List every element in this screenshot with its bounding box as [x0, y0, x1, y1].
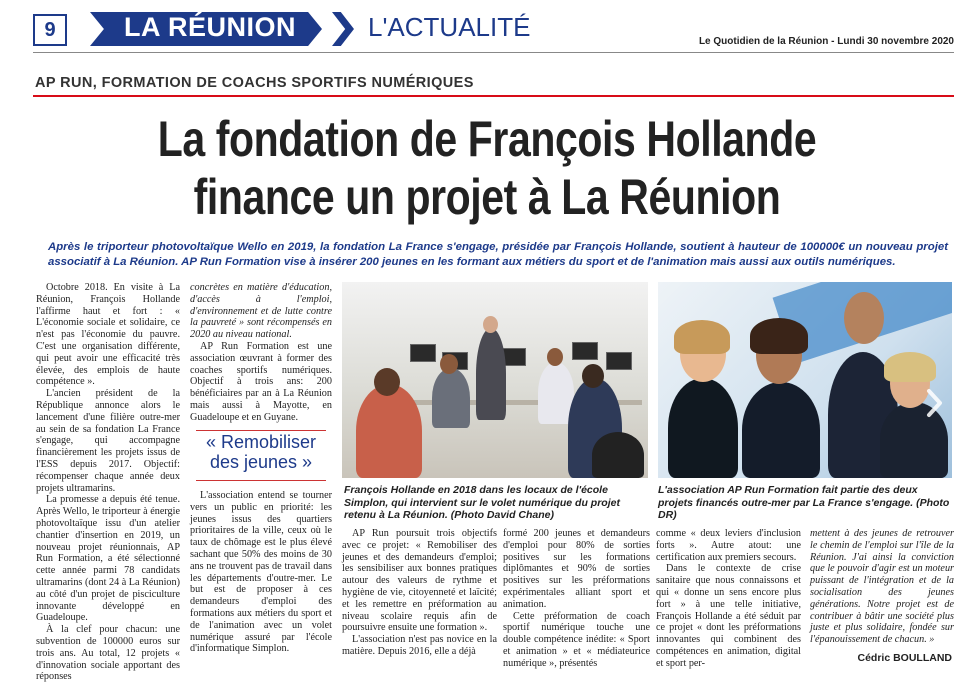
paragraph: formé 200 jeunes et demandeurs d'emploi pour 80% de sorties positives sur les formations diplômantes et 90% de sorties positives sur les préformations expérimentales alliant sport et animation. [503, 528, 650, 610]
person-seated [432, 368, 470, 428]
paragraph: L'ancien président de la République annonce alors le lancement d'une filière outre-mer au sein de sa fondation La France s'engage, qui accompagne financièrement les projets issus de l'ESS depuis 2017. Objectif: récompenser chaque année deux projets ultramarins. [36, 388, 180, 494]
text-column-3 [342, 528, 497, 658]
head [547, 348, 563, 366]
rubric-label: L'ACTUALITÉ [368, 12, 531, 42]
quote-rule-top [196, 430, 326, 431]
person-seated-woman [356, 384, 422, 478]
head [374, 368, 400, 396]
article-kicker: AP RUN, FORMATION DE COACHS SPORTIFS NUMÉRIQUES [35, 75, 474, 91]
text-column-5 [656, 528, 801, 670]
paragraph: comme « deux leviers d'inclusion forts ». Autre atout: une certification aux premiers secours. [656, 528, 801, 563]
quote-rule-bottom [196, 480, 326, 481]
team-member [742, 382, 820, 478]
pull-quote: « Remobiliser des jeunes » [205, 432, 317, 472]
photo-simplon-classroom [342, 282, 648, 478]
paragraph: AP Run poursuit trois objectifs avec ce projet: « Remobiliser des jeunes et des demandeurs d'emploi; les sensibiliser aux bonnes pratiques autour des valeurs de rythme et hygiène de vie, citoyenneté et laïcité; et les remettre en préformation au niveau scolaire requis afin de poursuivre ensuite une formation ». [342, 528, 497, 634]
photo-caption-2: L'association AP Run Formation fait partie des deux projets financés outre-mer par La France s'engage. (Photo DR) [658, 484, 950, 521]
header-rule [33, 52, 954, 53]
article-lead: Après le triporteur photovoltaïque Wello en 2019, la fondation La France s'engage, présidée par François Hollande, soutient à hauteur de 100000€ un nouveau projet associatif à La Réunion. AP Run Formation vise à insérer 200 jeunes en les formant aux métiers du sport et de l'animation mais aussi aux outils numériques. [48, 241, 948, 268]
paragraph: À la clef pour chacun: une subvention de 100000 euros sur trois ans. Au total, 12 projets « d'innovation sociale apportant des réponses [36, 624, 180, 683]
author-byline: Cédric BOULLAND [857, 652, 952, 664]
paragraph: concrètes en matière d'éducation, d'accès à l'emploi, d'environnement et de lutte contre la pauvreté » sont récompensés en 2020 au niveau national. [190, 282, 332, 341]
paragraph: Dans le contexte de crise sanitaire que nous connaissons et qui « donne un sens encore plus fort » à une telle initiative, François Hollande a été séduit par ce projet « dont les préformations innovantes qui combinent des compétences en animation, digital et sport per- [656, 563, 801, 669]
monitor [572, 342, 598, 360]
paragraph: L'association entend se tourner vers un public en priorité: les jeunes issus des quartiers prioritaires de la ville, ceux où le taux de chômage est le plus élevé sachant que 50% des moins de 30 ans ne trouvent pas de travail dans les départements d'outre-mer. Le but est de proposer à ces demandeurs d'emploi des formations aux métiers du sport et de l'animation avec un volet numérique assuré par l'école d'informatique Simplon. [190, 490, 332, 655]
paragraph: Cette préformation de coach sportif numérique touche une double compétence inédite: « Sport et animation » et « médiateurice numérique », présentés [503, 610, 650, 669]
dateline: Le Quotidien de la Réunion - Lundi 30 novembre 2020 [698, 36, 954, 47]
text-column-4 [503, 528, 650, 670]
text-column-2 [190, 282, 332, 424]
text-column-2-continued [190, 490, 332, 655]
chair [592, 432, 644, 478]
paragraph: AP Run Formation est une association œuvrant à former des coaches sportifs numériques. Objectif à trois ans: 200 bénéficiaires par an à La Réunion mais aussi à Mayotte, en Guadeloupe et en Guyane. [190, 340, 332, 423]
page-number: 9 [33, 14, 67, 46]
kicker-rule [33, 95, 954, 97]
headline-line-1: La fondation de François Hollande [157, 111, 817, 167]
paragraph: L'association n'est pas novice en la matière. Depuis 2016, elle a déjà [342, 634, 497, 657]
text-column-6 [810, 528, 954, 646]
chevron-right-icon [332, 12, 354, 46]
hair [674, 320, 730, 354]
monitor [410, 344, 436, 362]
headline-line-2: finance un projet à La Réunion [193, 169, 781, 225]
monitor [606, 352, 632, 370]
head [440, 354, 458, 374]
head [844, 292, 884, 344]
paragraph: La promesse a depuis été tenue. Après Wello, le triporteur à énergie photovoltaïque issu d'un atelier chantier d'insertion en 2019, un nouveau projet réunionnais, AP Run Formation, a été sélectionné cette année parmi 78 candidats ultramarins (dont 24 à La Réunion) au côté d'un projet de pisciculture innovante développé en Guadeloupe. [36, 494, 181, 624]
head [582, 364, 604, 388]
section-name: LA RÉUNION [124, 12, 296, 42]
hair [884, 352, 936, 382]
photo-caption-1: François Hollande en 2018 dans les locaux de l'école Simplon, qui intervient sur le volet numérique du projet retenu à La Réunion. (Photo David Chane) [344, 484, 620, 521]
head [483, 316, 498, 333]
hair [750, 318, 808, 354]
paragraph: Octobre 2018. En visite à La Réunion, François Hollande l'affirme haut et fort : « L'économie sociale et solidaire, ce n'est pas l'économie du pauvre. C'est une organisation différente, qui peut avoir une efficacité très élevée, des emplois de haute compétence ». [36, 282, 180, 388]
photo-ap-run-team [658, 282, 952, 478]
person-standing-suit [476, 328, 506, 420]
team-member [668, 378, 738, 478]
text-column-1 [36, 282, 180, 683]
chevron-right-icon [924, 388, 946, 418]
paragraph: mettent à des jeunes de retrouver le chemin de l'emploi sur l'île de la Réunion. J'ai ainsi la conviction que le pouvoir d'agir est un moteur puissant de l'intégration et de la socialisation des jeunes générations. Notre projet est de contribuer à bâtir une société plus juste et plus solidaire, fondée sur l'épanouissement de chacun. » [810, 528, 954, 646]
